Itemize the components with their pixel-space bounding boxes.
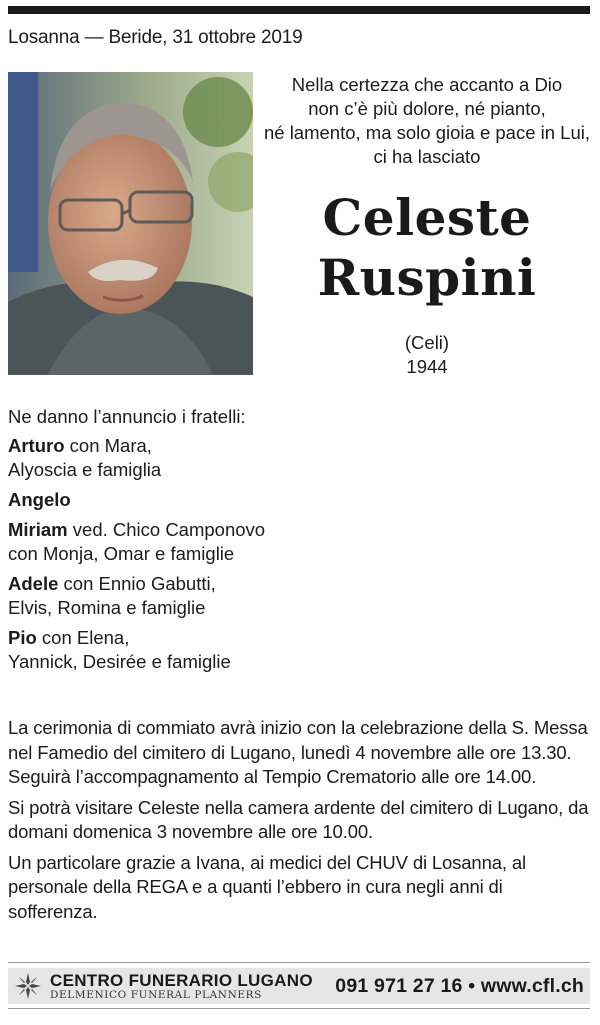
family-member-detail: con Mara, [64,435,152,456]
family-member-line2: con Monja, Omar e famiglie [8,543,235,564]
brand-subtitle: DELMENICO FUNERAL PLANNERS [50,988,262,1001]
deceased-last-name: Ruspini [317,248,537,307]
family-entry [8,434,568,482]
footer-rule [8,1008,590,1009]
family-member-detail: ved. Chico Camponovo [67,519,266,540]
family-member-detail: con Elena, [36,627,130,648]
family-member-name: Pio [8,627,37,648]
flower-cross-icon [14,972,42,1000]
family-intro: Ne danno l’annuncio i fratelli: [8,406,246,427]
visitation-paragraph: Si potrà visitare Celeste nella camera ardente del cimitero di Lugano, da domani domenica 3 novembre alle ore 10.00. [8,796,589,842]
quote-line: né lamento, ma solo gioia e pace in Lui, [263,122,590,143]
family-entry [8,626,568,674]
deceased-nickname: (Celi) [404,332,450,353]
brand-name: CENTRO FUNERARIO LUGANO [50,970,313,990]
family-entry [8,572,568,620]
family-entry [8,518,568,566]
quote-line: ci ha lasciato [373,146,481,167]
quote-line: non c’è più dolore, né pianto, [308,98,546,119]
funeral-home-footer [8,968,590,1004]
family-member-detail: con Ennio Gabutti, [58,573,216,594]
deceased-first-name: Celeste [322,188,532,247]
family-member-name: Adele [8,573,59,594]
family-announcement [8,405,568,680]
deceased-year: 1944 [406,356,448,377]
family-member-name: Miriam [8,519,68,540]
location-date: Losanna — Beride, 31 ottobre 2019 [8,27,303,48]
quote-line: Nella certezza che accanto a Dio [291,74,563,95]
ceremony-paragraph: La cerimonia di commiato avrà inizio con la celebrazione della S. Messa nel Famedio del cimitero di Lugano, lunedì 4 novembre alle ore 13.30. Seguirà l’accompagnamento al Tempio Crematorio alle ore 14.00. [8,717,588,787]
family-member-line2: Alyoscia e famiglia [8,459,162,480]
opening-quote [262,73,592,169]
portrait-photo [8,72,253,375]
family-member-line2: Yannick, Desirée e famiglie [8,651,231,672]
top-rule [8,6,590,14]
footer-rule [8,962,590,963]
thanks-paragraph: Un particolare grazie a Ivana, ai medici del CHUV di Losanna, al personale della REGA e a quanti l’ebbero in cura negli anni di sofferenza. [8,851,526,922]
ceremony-details [8,716,593,930]
family-member-line2: Elvis, Romina e famiglie [8,597,206,618]
contact-info[interactable]: 091 971 27 16 • www.cfl.ch [335,974,584,997]
family-entry [8,488,568,512]
funeral-home-brand [50,972,313,1001]
family-member-name: Arturo [8,435,65,456]
family-member-name: Angelo [8,489,71,510]
